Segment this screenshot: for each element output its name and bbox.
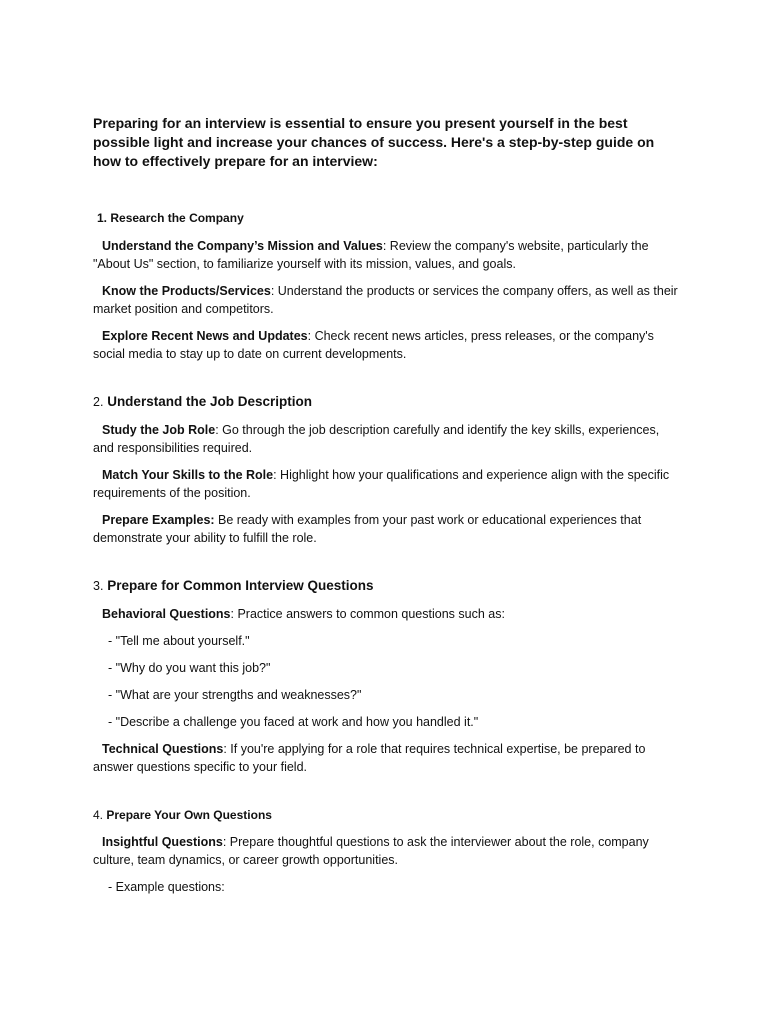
bullet-item: - Example questions: xyxy=(108,880,225,894)
section-title: Understand the Job Description xyxy=(103,394,312,409)
item-text: Be ready with examples from your past work or educational experiences that demonstrate your ability to fulfill the role. xyxy=(93,513,642,545)
section-title: Prepare Your Own Questions xyxy=(103,808,272,822)
list-item xyxy=(93,511,680,547)
list-item xyxy=(93,282,680,318)
item-text: : Highlight how your qualifications and experience align with the specific requirements of the position. xyxy=(93,468,670,500)
section-job-description xyxy=(93,394,680,547)
section-number: 4. xyxy=(93,808,104,822)
list-item xyxy=(93,833,680,869)
item-lead: Behavioral Questions xyxy=(102,607,231,621)
list-item xyxy=(93,421,680,457)
section-number: 1. xyxy=(97,211,108,225)
item-text: : Practice answers to common questions such as: xyxy=(230,607,505,621)
section-heading xyxy=(93,807,680,823)
section-title: Prepare for Common Interview Questions xyxy=(103,578,374,593)
item-lead: Explore Recent News and Updates xyxy=(102,329,308,343)
item-text: : Go through the job description carefully and identify the key skills, experiences, and responsibilities required. xyxy=(93,423,660,455)
item-text: : Understand the products or services the company offers, as well as their market position and competitors. xyxy=(93,284,678,316)
section-heading xyxy=(93,578,680,594)
section-number: 2. xyxy=(93,395,104,409)
item-text: : If you're applying for a role that requires technical expertise, be prepared to answer questions specific to your field. xyxy=(93,742,646,774)
item-lead: Know the Products/Services xyxy=(102,284,271,298)
list-item xyxy=(93,740,680,776)
item-text: : Prepare thoughtful questions to ask the interviewer about the role, company culture, team dynamics, or career growth opportunities. xyxy=(93,835,649,867)
bullet-item: - "Describe a challenge you faced at work and how you handled it." xyxy=(108,715,479,729)
item-lead: Prepare Examples: xyxy=(102,513,215,527)
item-text: : Check recent news articles, press releases, or the company's social media to stay up to date on current developments. xyxy=(93,329,654,361)
intro-paragraph: Preparing for an interview is essential to ensure you present yourself in the best possible light and increase your chances of success. Here's a step-by-step guide on how to effectively prepare for an interview: xyxy=(93,115,655,169)
bullet-item: - "Why do you want this job?" xyxy=(108,661,271,675)
section-heading xyxy=(93,210,680,226)
bullet-item: - "Tell me about yourself." xyxy=(108,634,250,648)
section-own-questions xyxy=(93,807,680,896)
item-text: : Review the company's website, particularly the "About Us" section, to familiarize yourself with its mission, values, and goals. xyxy=(93,239,649,271)
item-lead: Understand the Company’s Mission and Values xyxy=(102,239,383,253)
list-item xyxy=(93,327,680,363)
item-lead: Insightful Questions xyxy=(102,835,223,849)
list-item xyxy=(93,237,680,273)
section-number: 3. xyxy=(93,579,104,593)
bullet-item: - "What are your strengths and weaknesses?" xyxy=(108,688,362,702)
section-research-company xyxy=(93,210,680,363)
section-title: Research the Company xyxy=(110,211,244,225)
item-lead: Technical Questions xyxy=(102,742,224,756)
item-lead: Match Your Skills to the Role xyxy=(102,468,274,482)
list-item xyxy=(93,605,680,623)
list-item xyxy=(93,466,680,502)
section-heading xyxy=(93,394,680,410)
section-common-questions xyxy=(93,578,680,776)
item-lead: Study the Job Role xyxy=(102,423,216,437)
